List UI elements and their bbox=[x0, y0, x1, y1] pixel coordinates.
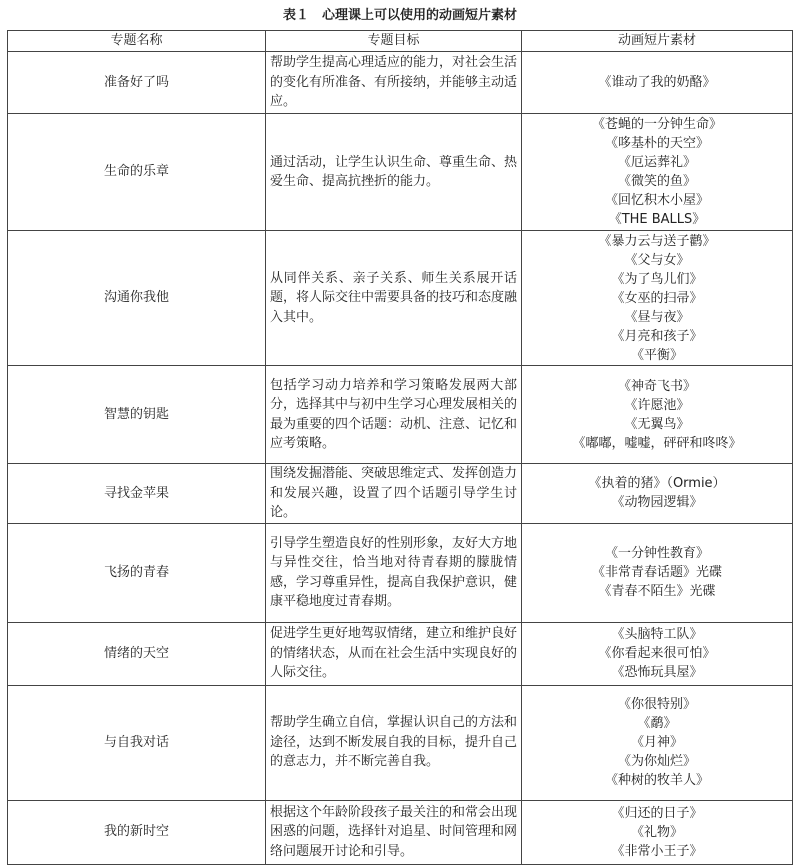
topic-cell: 我的新时空 bbox=[8, 800, 266, 864]
film-title: 《为了鸟儿们》 bbox=[611, 271, 703, 287]
film-title: 《动物园逻辑》 bbox=[611, 495, 703, 511]
films-cell bbox=[522, 622, 793, 685]
film-title: 《一分钟性教育》 bbox=[604, 546, 709, 561]
table-row bbox=[8, 622, 793, 685]
goal-cell: 帮助学生确立自信，掌握认识自己的方法和途径，达到不断发展自我的目标，提升自己的意志力，并不断完善自我。 bbox=[266, 685, 522, 800]
film-title: 《你很特别》 bbox=[617, 697, 696, 712]
films-cell bbox=[522, 685, 793, 800]
film-title: 《月亮和孩子》 bbox=[611, 328, 703, 344]
goal-cell: 通过活动，让学生认识生命、尊重生命、热爱生命、提高抗挫折的能力。 bbox=[266, 114, 522, 231]
film-title: 《你看起来很可怕》 bbox=[598, 646, 716, 661]
materials-table bbox=[7, 30, 793, 865]
goal-cell: 帮助学生提高心理适应的能力，对社会生活的变化有所准备、有所接纳，并能够主动适应。 bbox=[266, 52, 522, 114]
table-caption: 表１ 心理课上可以使用的动画短片素材 bbox=[282, 8, 517, 23]
film-title: 《月神》 bbox=[630, 735, 683, 750]
film-title: 《谁动了我的奶酪》 bbox=[598, 75, 716, 90]
topic-cell: 沟通你我他 bbox=[8, 231, 266, 366]
film-title: 《头脑特工队》 bbox=[611, 627, 703, 642]
table-row bbox=[8, 800, 793, 864]
film-title: 《父与女》 bbox=[624, 252, 690, 268]
header-goal: 专题目标 bbox=[266, 31, 522, 52]
film-title: 《恐怖玩具屋》 bbox=[611, 665, 703, 680]
film-title: 《种树的牧羊人》 bbox=[604, 773, 709, 788]
films-cell bbox=[522, 464, 793, 524]
films-cell bbox=[522, 114, 793, 231]
film-title: 《非常青春话题》光碟 bbox=[591, 565, 722, 580]
film-title: 《神奇飞书》 bbox=[617, 378, 696, 394]
goal-cell: 包括学习动力培养和学习策略发展两大部分，选择其中与初中生学习心理发展相关的最为重要的四个话题：动机、注意、记忆和应考策略。 bbox=[266, 366, 522, 464]
film-title: 《青春不陌生》光碟 bbox=[598, 584, 716, 599]
goal-cell: 围绕发掘潜能、突破思维定式、发挥创造力和发展兴趣，设置了四个话题引导学生讨论。 bbox=[266, 464, 522, 524]
film-title: 《鹬》 bbox=[637, 716, 677, 731]
topic-cell: 生命的乐章 bbox=[8, 114, 266, 231]
films-cell bbox=[522, 366, 793, 464]
film-title: 《苍蝇的一分钟生命》 bbox=[591, 117, 722, 132]
table-row bbox=[8, 366, 793, 464]
topic-cell: 准备好了吗 bbox=[8, 52, 266, 114]
film-title: 《厄运葬礼》 bbox=[617, 155, 696, 170]
table-row bbox=[8, 523, 793, 622]
film-title: 《非常小王子》 bbox=[611, 843, 703, 859]
film-title: 《昼与夜》 bbox=[624, 309, 690, 325]
film-title: 《执着的猪》（Ormie） bbox=[588, 476, 726, 492]
film-title: 《微笑的鱼》 bbox=[617, 174, 696, 189]
film-title: 《哆基朴的天空》 bbox=[604, 136, 709, 151]
table-row bbox=[8, 464, 793, 524]
film-title: 《归还的日子》 bbox=[611, 805, 703, 821]
table-row bbox=[8, 685, 793, 800]
goal-cell: 从同伴关系、亲子关系、师生关系展开话题，将人际交往中需要具备的技巧和态度融入其中。 bbox=[266, 231, 522, 366]
table-row bbox=[8, 52, 793, 114]
film-title: 《嘟嘟，嘘嘘，砰砰和咚咚》 bbox=[572, 435, 742, 451]
films-cell bbox=[522, 800, 793, 864]
header-topic: 专题名称 bbox=[8, 31, 266, 52]
topic-cell: 情绪的天空 bbox=[8, 622, 266, 685]
table-row bbox=[8, 231, 793, 366]
films-cell bbox=[522, 52, 793, 114]
film-title: 《THE BALLS》 bbox=[608, 212, 706, 227]
goal-cell: 引导学生塑造良好的性别形象，友好大方地与异性交往，恰当地对待青春期的朦胧情感，学习尊重异性，提高自我保护意识，健康平稳地度过青春期。 bbox=[266, 523, 522, 622]
header-row bbox=[8, 31, 793, 52]
goal-cell: 促进学生更好地驾驭情绪，建立和维护良好的情绪状态，从而在社会生活中实现良好的人际交往。 bbox=[266, 622, 522, 685]
film-title: 《无翼鸟》 bbox=[624, 416, 690, 432]
header-films: 动画短片素材 bbox=[522, 31, 793, 52]
film-title: 《女巫的扫帚》 bbox=[611, 290, 703, 306]
table-row bbox=[8, 114, 793, 231]
topic-cell: 与自我对话 bbox=[8, 685, 266, 800]
film-title: 《礼物》 bbox=[630, 824, 683, 840]
topic-cell: 智慧的钥匙 bbox=[8, 366, 266, 464]
film-title: 《许愿池》 bbox=[624, 397, 690, 413]
films-cell bbox=[522, 523, 793, 622]
film-title: 《回忆积木小屋》 bbox=[604, 193, 709, 208]
film-title: 《暴力云与送子鹳》 bbox=[598, 233, 716, 249]
goal-cell: 根据这个年龄阶段孩子最关注的和常会出现困惑的问题，选择针对追星、时间管理和网络问题展开讨论和引导。 bbox=[266, 800, 522, 864]
film-title: 《为你灿烂》 bbox=[617, 754, 696, 769]
topic-cell: 飞扬的青春 bbox=[8, 523, 266, 622]
topic-cell: 寻找金苹果 bbox=[8, 464, 266, 524]
films-cell bbox=[522, 231, 793, 366]
film-title: 《平衡》 bbox=[630, 347, 683, 363]
